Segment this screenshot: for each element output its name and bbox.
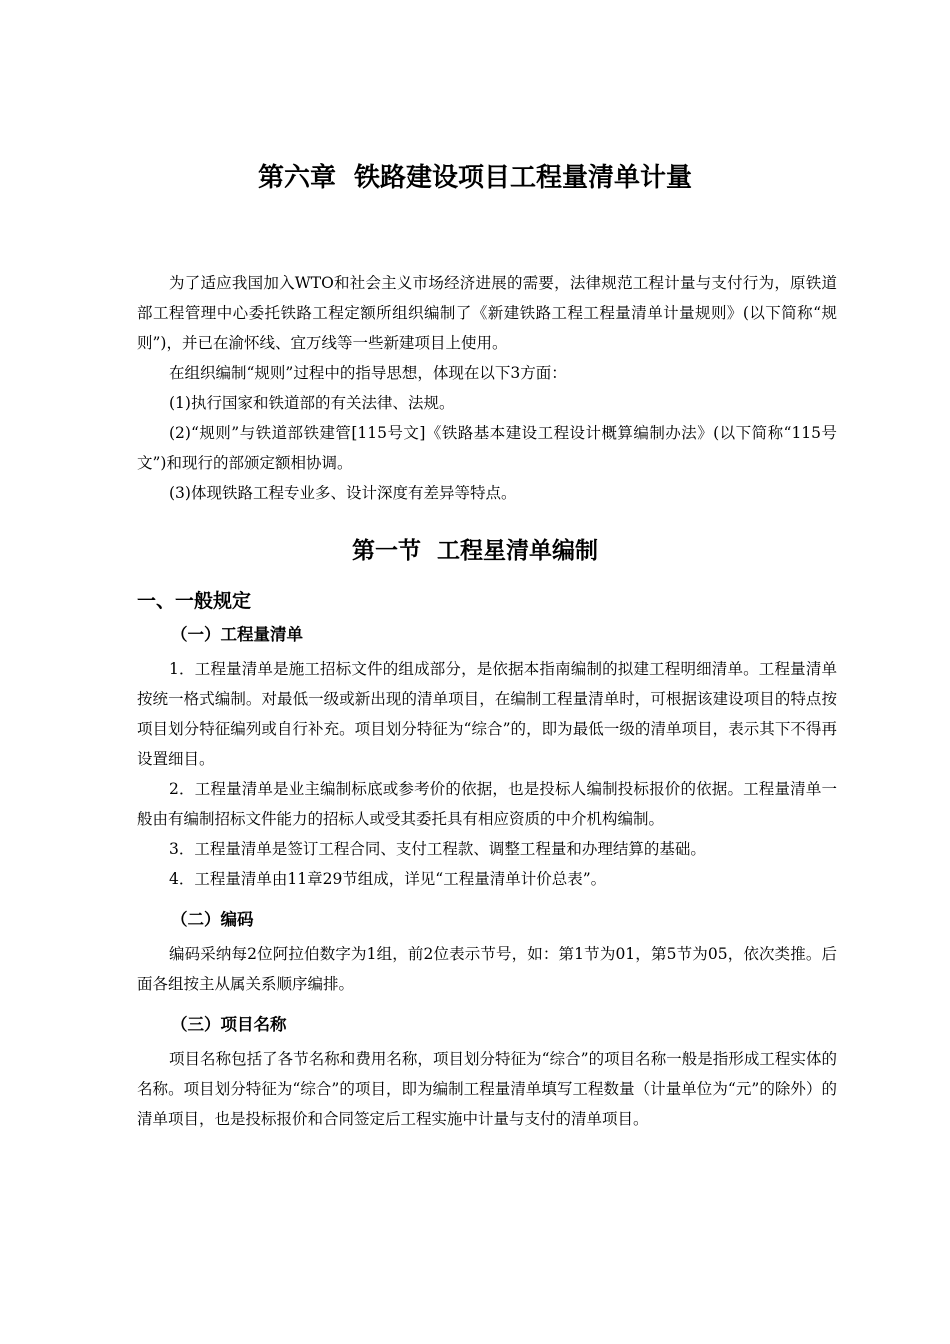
- intro-paragraph-4: (2)“规则”与铁道部铁建管[115号文]《铁路基本建设工程设计概算编制办法》(以下简称“115号文”)和现行的部颁定额相协调。: [137, 424, 837, 472]
- sub1-block: [137, 654, 837, 894]
- intro-paragraph-5: (3)体现铁路工程专业多、设计深度有差异等特点。: [169, 484, 517, 502]
- sub3-heading: （三）项目名称: [171, 1015, 287, 1034]
- sub1-heading: （一）工程量清单: [171, 625, 303, 644]
- intro-paragraph-3: (1)执行国家和铁道部的有关法律、法规。: [169, 394, 455, 412]
- sub1-paragraph-4: 4．工程量清单由11章29节组成，详见“工程量清单计价总表”。: [169, 870, 607, 888]
- chapter-title: 第六章 铁路建设项目工程量清单计量: [257, 163, 693, 193]
- sub1-paragraph-2: 2．工程量清单是业主编制标底或参考价的依据，也是投标人编制投标报价的依据。工程量清单一般由有编制招标文件能力的招标人或受其委托具有相应资质的中介机构编制。: [137, 780, 837, 828]
- intro-block: [137, 268, 837, 508]
- sub3-paragraph-1: 项目名称包括了各节名称和费用名称，项目划分特征为“综合”的项目名称一般是指形成工程实体的名称。项目划分特征为“综合”的项目，即为编制工程量清单填写工程数量（计量单位为“元”的除外）的清单项目，也是投标报价和合同签定后工程实施中计量与支付的清单项目。: [137, 1050, 837, 1128]
- sub2-block: [137, 939, 837, 999]
- general-heading: 一、一般规定: [137, 590, 252, 612]
- intro-paragraph-2: 在组织编制“规则”过程中的指导思想，体现在以下3方面：: [169, 364, 567, 382]
- sub3-block: [137, 1044, 837, 1134]
- sub1-paragraph-3: 3．工程量清单是签订工程合同、支付工程款、调整工程量和办理结算的基础。: [169, 840, 706, 858]
- section-title: 第一节 工程星清单编制: [351, 538, 598, 564]
- intro-paragraph-1: 为了适应我国加入WTO和社会主义市场经济进展的需要，法律规范工程计量与支付行为，原铁道部工程管理中心委托铁路工程定额所组织编制了《新建铁路工程工程量清单计量规则》(以下简称“规则”)，并已在渝怀线、宜万线等一些新建项目上使用。: [137, 274, 837, 352]
- sub1-paragraph-1: 1．工程量清单是施工招标文件的组成部分，是依据本指南编制的拟建工程明细清单。工程量清单按统一格式编制。对最低一级或新出现的清单项目，在编制工程量清单时，可根据该建设项目的特点按项目划分特征编列或自行补充。项目划分特征为“综合”的，即为最低一级的清单项目，表示其下不得再设置细目。: [137, 660, 837, 768]
- sub2-paragraph-1: 编码采纳每2位阿拉伯数字为1组，前2位表示节号，如：第1节为01，第5节为05，依次类推。后面各组按主从属关系顺序编排。: [137, 945, 837, 993]
- sub2-heading: （二）编码: [171, 910, 254, 929]
